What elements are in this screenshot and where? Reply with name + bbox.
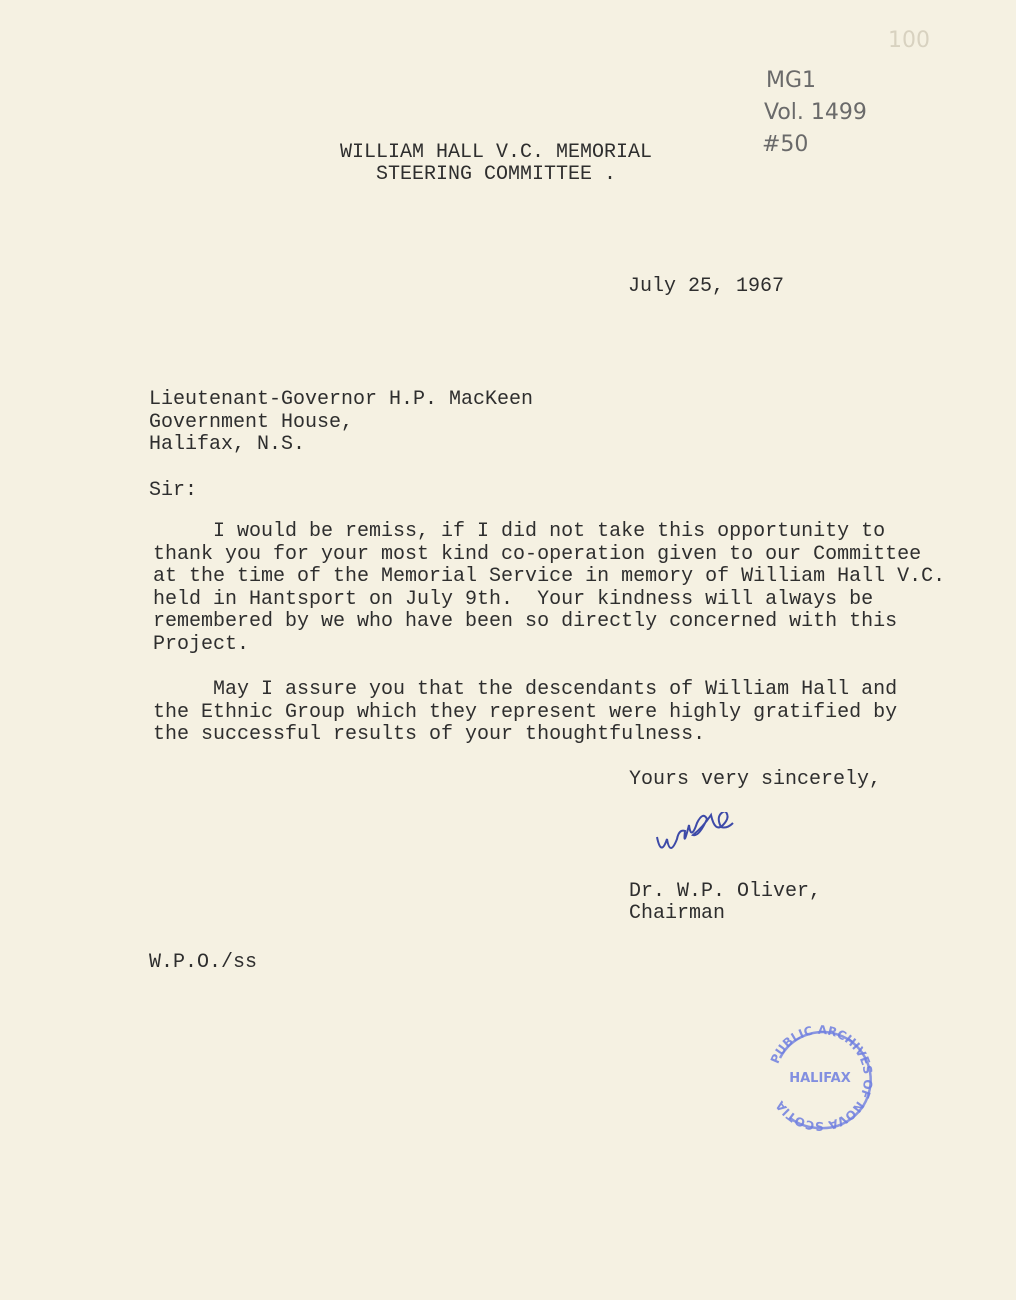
signer-title: Chairman <box>629 902 726 925</box>
paragraph-2 <box>153 679 897 747</box>
archive-mark-number: #50 <box>762 132 809 157</box>
paragraph-line: I would be remiss, if I did not take this opportunity to <box>153 520 886 543</box>
closing: Yours very sincerely, <box>629 768 882 791</box>
svg-text:HALIFAX: HALIFAX <box>789 1071 851 1086</box>
paragraph-line: at the time of the Memorial Service in memory of William Hall V.C. <box>153 565 946 589</box>
paragraph-line: held in Hantsport on July 9th. Your kindness will always be <box>153 587 874 611</box>
reference-initials: W.P.O./ss <box>149 951 258 974</box>
page-number-mark: 100 <box>888 28 930 53</box>
paragraph-line: thank you for your most kind co-operation given to our Committee <box>153 542 922 566</box>
paragraph-line: remembered by we who have been so directly concerned with this <box>153 610 898 634</box>
recipient-address <box>149 389 533 457</box>
paragraph-line: Project. <box>153 632 250 656</box>
archive-mark-volume: Vol. 1499 <box>764 100 867 125</box>
paragraph-line: the successful results of your thoughtfulness. <box>153 723 706 747</box>
recipient-line: Lieutenant-Governor H.P. MacKeen <box>149 388 534 411</box>
salutation: Sir: <box>149 479 198 502</box>
recipient-line: Government House, <box>149 410 354 434</box>
letter-date: July 25, 1967 <box>628 275 785 298</box>
paragraph-line: the Ethnic Group which they represent were highly gratified by <box>153 700 898 724</box>
paragraph-line: May I assure you that the descendants of William Hall and <box>153 678 898 701</box>
letterhead-line1: WILLIAM HALL V.C. MEMORIAL <box>340 141 653 164</box>
archives-stamp <box>760 1018 880 1138</box>
signer-name: Dr. W.P. Oliver, <box>629 880 822 903</box>
handwritten-signature <box>652 812 762 869</box>
letterhead-line2: STEERING COMMITTEE . <box>376 163 617 186</box>
archive-mark-collection: MG1 <box>766 68 817 93</box>
svg-text:PUBLIC ARCHIVES OF NOVA SCOTIA: PUBLIC ARCHIVES OF NOVA SCOTIA <box>767 1022 876 1134</box>
recipient-line: Halifax, N.S. <box>149 433 306 457</box>
paragraph-1 <box>153 521 945 657</box>
